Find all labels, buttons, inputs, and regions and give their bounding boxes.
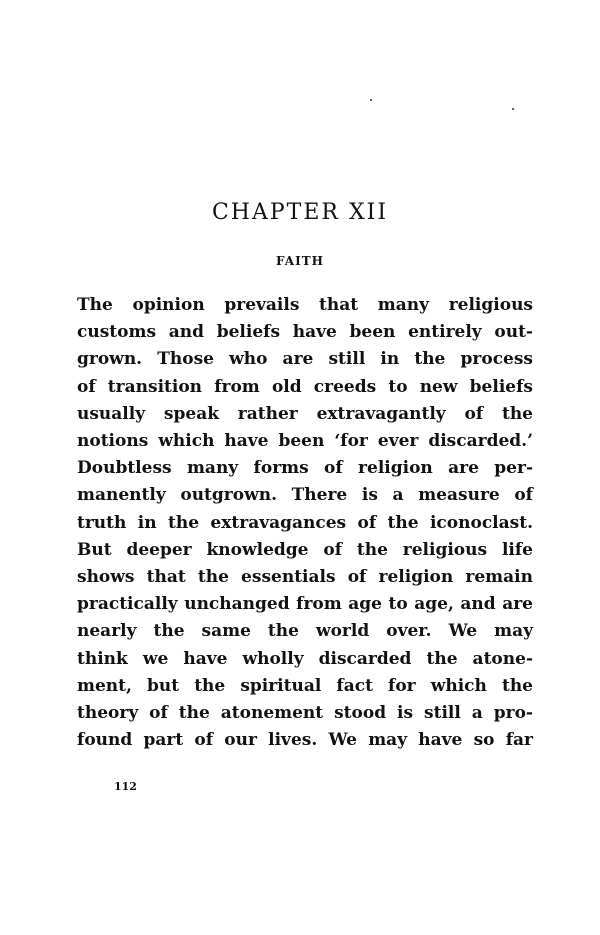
text-line: nearly the same the world over. We may [77,621,533,642]
text-line: truth in the extravagances of the iconoclast. [77,512,533,533]
body-paragraph [77,292,533,754]
text-line: manently outgrown. There is a measure of [77,485,533,506]
text-line: of transition from old creeds to new beliefs [77,376,533,397]
text-line: think we have wholly discarded the atone- [77,648,533,669]
text-line: grown. Those who are still in the process [77,349,533,370]
text-line: customs and beliefs have been entirely out- [77,322,533,343]
text-line: shows that the essentials of religion remain [77,567,533,588]
text-line: But deeper knowledge of the religious life [77,539,533,560]
text-line: ment, but the spiritual fact for which the [77,675,533,696]
text-line: found part of our lives. We may have so far [77,730,533,751]
text-line: theory of the atonement stood is still a pro- [77,703,533,724]
page-number: 112 [114,780,137,793]
print-speck [512,108,514,110]
text-line: usually speak rather extravagantly of the [77,403,533,424]
text-line: practically unchanged from age to age, and are [77,594,533,615]
print-speck [370,99,372,101]
chapter-title: FAITH [275,254,324,268]
chapter-heading: CHAPTER XII [211,200,389,225]
text-line: The opinion prevails that many religious [77,295,533,315]
text-line: Doubtless many forms of religion are per- [77,458,533,479]
text-line: notions which have been ‘for ever discarded.’ [77,431,533,452]
